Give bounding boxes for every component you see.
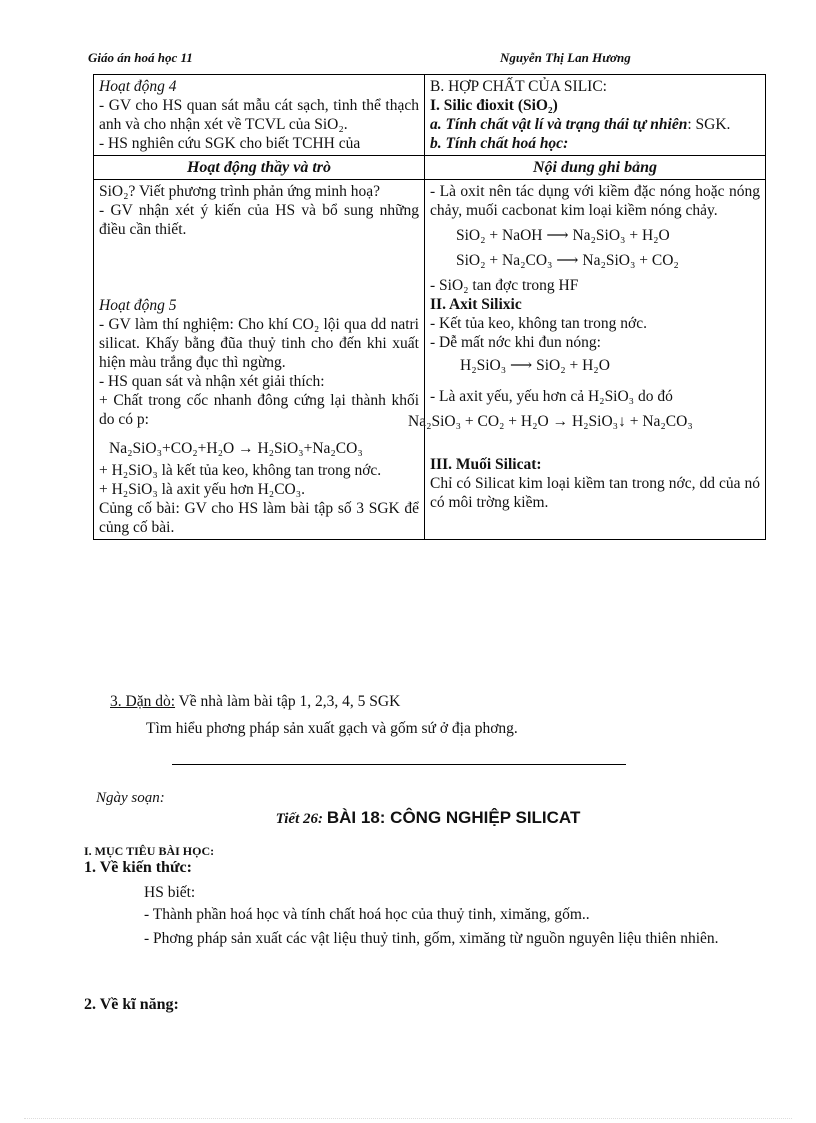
physical-properties-label: a. Tính chất vật lí và trạng thái tự nhiên <box>430 116 688 133</box>
header-author: Nguyễn Thị Lan Hương <box>500 50 631 65</box>
cell-section-b <box>425 75 766 156</box>
homework-label: 3. Dặn dò: <box>110 693 176 710</box>
column-header-activities: Hoạt động thầy và trò <box>94 156 425 180</box>
lesson-table <box>93 74 766 540</box>
prep-date-label: Ngày soạn: <box>96 790 165 806</box>
section-b-heading: B. HỢP CHẤT CỦA SILIC: <box>430 78 607 95</box>
activity-4-line: - HS nghiên cứu SGK cho biết TCHH của <box>99 135 361 152</box>
equation-sio2-na2co3: SiO₂ + Na₂CO₃ ⟶ Na₂SiO₃ + CO₂ <box>456 252 679 269</box>
homework-line-2: Tìm hiểu phơng pháp sản xuất gạch và gốm sứ ở địa phơng. <box>146 720 518 737</box>
left-text: Củng cố bài: GV cho HS làm bài tập số 3 SGK để củng cố bài. <box>99 500 419 536</box>
skills-heading: 2. Về kĩ năng: <box>84 996 179 1013</box>
cell-activity-4 <box>94 75 425 156</box>
objectives-heading: I. MỤC TIÊU BÀI HỌC: <box>84 844 215 858</box>
students-know-label: HS biết: <box>144 884 196 901</box>
left-text: + H₂SiO₃ là axit yếu hơn H₂CO₃. <box>99 481 306 498</box>
left-text: SiO₂? Viết phương trình phản ứng minh hoạ? <box>99 183 381 200</box>
left-text: + H₂SiO₃ là kết tủa keo, không tan trong nớc. <box>99 462 382 479</box>
muoi-silicat-heading: III. Muối Silicat: <box>430 456 542 473</box>
column-header-content: Nội dung ghi bảng <box>425 156 766 180</box>
lesson-title <box>90 808 766 828</box>
cell-board-content <box>408 180 766 540</box>
left-text: - HS quan sát và nhận xét giải thích: <box>99 373 325 390</box>
right-text: - Dễ mất nớc khi đun nóng: <box>430 334 601 351</box>
table-header-row <box>94 156 766 180</box>
page-bottom-edge <box>24 1118 792 1119</box>
right-text-hf: - SiO₂ tan đợc trong HF <box>430 277 579 294</box>
left-text: - GV làm thí nghiệm: Cho khí CO₂ lội qua dd natri silicat. Khấy bằng đũa thuỷ tinh cho đến khi xuất hiện màu trắng đục thì ngừng. <box>99 316 419 371</box>
right-text: Chỉ có Silicat kim loại kiềm tan trong nớc, dd của nó có môi trờng kiềm. <box>430 475 760 511</box>
right-text: - Kết tủa keo, không tan trong nớc. <box>430 315 647 332</box>
silic-dioxit-heading: I. Silic đioxit (SiO₂) <box>430 97 558 114</box>
left-equation: Na₂SiO₃+CO₂+H₂O → H₂SiO₃+Na₂CO₃ <box>109 440 363 457</box>
chemical-properties-heading: b. Tính chất hoá học: <box>430 135 569 152</box>
knowledge-point-2: - Phơng pháp sản xuất các vật liệu thuỷ tinh, gốm, ximăng từ nguồn nguyên liệu thiên nhiên. <box>144 930 719 947</box>
right-text: - Là oxit nên tác dụng với kiềm đặc nóng hoặc nóng chảy, muối cacbonat kim loại kiềm nóng chảy. <box>430 183 760 219</box>
table-row <box>94 180 766 540</box>
axit-silixic-heading: II. Axit Silixic <box>430 296 522 313</box>
knowledge-heading: 1. Về kiến thức: <box>84 859 192 876</box>
left-text: + Chất trong cốc nhanh đông cứng lại thành khối do có p: <box>99 392 419 428</box>
cell-teacher-student <box>94 180 425 540</box>
divider <box>172 764 626 765</box>
lesson-name: BÀI 18: CÔNG NGHIỆP SILICAT <box>326 808 581 827</box>
physical-properties-ref: : SGK. <box>687 116 731 133</box>
equation-na2sio3-co2: Na₂SiO₃ + CO₂ + H₂O → H₂SiO₃↓ + Na₂CO₃ <box>408 413 693 430</box>
knowledge-point-1: - Thành phần hoá học và tính chất hoá học của thuỷ tinh, ximăng, gốm.. <box>144 906 590 923</box>
activity-5-heading: Hoạt động 5 <box>99 297 177 314</box>
right-text: - Là axit yếu, yếu hơn cả H₂SiO₃ do đó <box>430 388 673 405</box>
equation-h2sio3-decomposition: H₂SiO₃ ⟶ SiO₂ + H₂O <box>460 357 610 374</box>
homework-section <box>110 692 760 738</box>
table-row <box>94 75 766 156</box>
left-text: - GV nhận xét ý kiến của HS và bổ sung những điều cần thiết. <box>99 202 419 238</box>
activity-4-heading: Hoạt động 4 <box>99 78 177 95</box>
equation-sio2-naoh: SiO₂ + NaOH ⟶ Na₂SiO₃ + H₂O <box>456 227 670 244</box>
lesson-period: Tiết 26: <box>275 811 323 827</box>
header-course-title: Giáo án hoá học 11 <box>88 50 193 65</box>
page-header <box>88 50 764 70</box>
activity-4-line: - GV cho HS quan sát mẫu cát sạch, tinh thể thạch anh và cho nhận xét về TCVL của SiO₂. <box>99 97 419 133</box>
homework-text: Về nhà làm bài tập 1, 2,3, 4, 5 SGK <box>175 693 401 710</box>
